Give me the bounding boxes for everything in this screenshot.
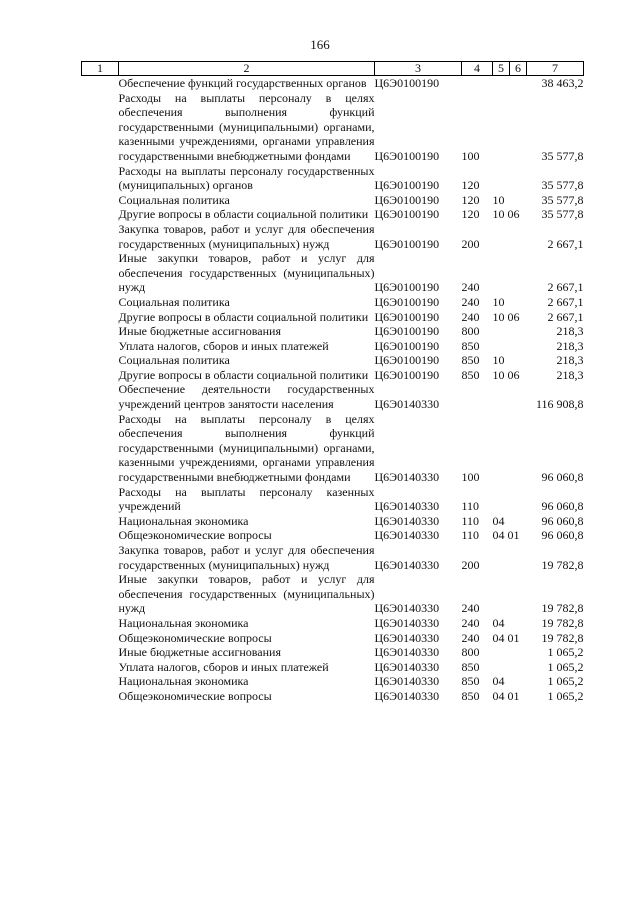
row-code: Ц6Э0140330	[374, 470, 440, 485]
table-row	[82, 368, 584, 383]
row-expense-type: 200	[461, 236, 480, 251]
table-row	[82, 91, 584, 164]
row-section-subsection	[493, 572, 527, 616]
row-name: Общеэкономические вопросы	[118, 688, 272, 703]
row-expense-type	[462, 382, 493, 411]
row-code: Ц6Э0100190	[374, 353, 440, 368]
row-empty-cell	[82, 164, 119, 193]
row-amount: 2 667,1	[547, 236, 584, 251]
row-expense-type: 100	[461, 470, 480, 485]
table-row	[82, 660, 584, 675]
row-name: Социальная политика	[118, 353, 230, 368]
table-row	[82, 164, 584, 193]
row-empty-cell	[82, 616, 119, 631]
row-expense-type: 240	[461, 601, 480, 616]
row-name: Расходы на выплаты персоналу казенных учреждений	[118, 484, 375, 514]
page-number: 166	[310, 37, 330, 52]
table-row	[82, 412, 584, 485]
row-code: Ц6Э0100190	[374, 309, 440, 324]
row-name: Расходы на выплаты персоналу в целях обеспечения выполнения функций государственными (муниципальными) органами, казенными учреждениями, органами управления государственными внебюджетными фондами	[118, 411, 375, 485]
row-empty-cell	[82, 353, 119, 368]
row-name: Уплата налогов, сборов и иных платежей	[118, 338, 329, 353]
row-empty-cell	[82, 324, 119, 339]
row-empty-cell	[82, 222, 119, 251]
row-amount: 19 782,8	[541, 630, 584, 645]
table-row	[82, 543, 584, 572]
column-number-1: 1	[82, 62, 119, 76]
column-number-4: 4	[462, 62, 493, 76]
row-code: Ц6Э0140330	[374, 528, 440, 543]
row-amount: 96 060,8	[541, 528, 584, 543]
row-name: Иные закупки товаров, работ и услуг для обеспечения государственных (муниципальных) нужд	[118, 251, 375, 295]
row-expense-type: 800	[461, 324, 480, 339]
row-section-subsection: 10 06	[492, 207, 520, 222]
row-section-subsection: 10	[492, 353, 505, 368]
row-amount: 1 065,2	[547, 659, 584, 674]
table-row	[82, 207, 584, 222]
row-empty-cell	[82, 412, 119, 485]
row-expense-type: 850	[461, 338, 480, 353]
table-row	[82, 295, 584, 310]
row-code: Ц6Э0100190	[374, 324, 440, 339]
table-row	[82, 645, 584, 660]
row-code: Ц6Э0140330	[374, 397, 440, 412]
row-expense-type	[462, 76, 493, 91]
row-amount: 116 908,8	[535, 397, 584, 412]
row-amount: 1 065,2	[547, 688, 584, 703]
budget-table	[81, 61, 584, 704]
table-row	[82, 616, 584, 631]
row-amount: 35 577,8	[541, 192, 584, 207]
row-expense-type: 850	[461, 353, 480, 368]
row-amount: 19 782,8	[541, 615, 584, 630]
column-number-header-row	[82, 62, 584, 76]
row-section-subsection	[493, 76, 527, 91]
row-name: Общеэкономические вопросы	[118, 630, 272, 645]
row-section-subsection	[493, 324, 527, 339]
row-code: Ц6Э0140330	[374, 601, 440, 616]
row-empty-cell	[82, 660, 119, 675]
row-code: Ц6Э0100190	[374, 148, 440, 163]
row-expense-type: 240	[461, 615, 480, 630]
table-row	[82, 528, 584, 543]
row-empty-cell	[82, 645, 119, 660]
column-number-3: 3	[375, 62, 462, 76]
column-number-6: 6	[510, 62, 527, 76]
row-empty-cell	[82, 207, 119, 222]
table-row	[82, 689, 584, 704]
row-code: Ц6Э0140330	[374, 630, 440, 645]
row-empty-cell	[82, 295, 119, 310]
row-amount: 2 667,1	[547, 294, 584, 309]
row-empty-cell	[82, 528, 119, 543]
row-expense-type: 850	[461, 659, 480, 674]
row-empty-cell	[82, 514, 119, 529]
table-row	[82, 572, 584, 616]
row-section-subsection	[493, 382, 527, 411]
row-code: Ц6Э0100190	[374, 76, 440, 90]
table-row	[82, 310, 584, 325]
row-empty-cell	[82, 339, 119, 354]
table-row	[82, 76, 584, 91]
row-amount: 35 577,8	[541, 148, 584, 163]
row-name: Социальная политика	[118, 192, 230, 207]
row-section-subsection	[493, 91, 527, 164]
table-row	[82, 324, 584, 339]
row-code: Ц6Э0100190	[374, 294, 440, 309]
row-code: Ц6Э0140330	[374, 674, 440, 689]
row-name: Обеспечение функций государственных органов	[118, 76, 367, 90]
table-row	[82, 382, 584, 411]
row-name: Социальная политика	[118, 294, 230, 309]
row-section-subsection: 04 01	[492, 630, 520, 645]
table-row	[82, 251, 584, 295]
table-row	[82, 353, 584, 368]
row-expense-type: 100	[461, 148, 480, 163]
row-amount: 218,3	[556, 338, 584, 353]
row-section-subsection	[493, 412, 527, 485]
column-number-7: 7	[527, 62, 584, 76]
row-empty-cell	[82, 382, 119, 411]
row-code: Ц6Э0100190	[374, 178, 440, 193]
row-name: Закупка товаров, работ и услуг для обеспечения государственных (муниципальных) нужд	[118, 543, 375, 572]
table-row	[82, 674, 584, 689]
row-expense-type: 850	[461, 367, 480, 382]
row-empty-cell	[82, 193, 119, 208]
row-expense-type: 240	[461, 309, 480, 324]
row-amount: 19 782,8	[541, 601, 584, 616]
row-code: Ц6Э0140330	[374, 499, 440, 514]
row-empty-cell	[82, 631, 119, 646]
row-name: Национальная экономика	[118, 513, 249, 528]
row-amount: 38 463,2	[541, 76, 584, 90]
row-empty-cell	[82, 76, 119, 91]
row-expense-type: 120	[461, 178, 480, 193]
row-name: Другие вопросы в области социальной политики	[118, 207, 369, 222]
row-expense-type: 240	[461, 280, 480, 295]
row-code: Ц6Э0140330	[374, 645, 440, 660]
row-code: Ц6Э0100190	[374, 207, 440, 222]
row-section-subsection: 04 01	[492, 688, 520, 703]
row-section-subsection: 04 01	[492, 528, 520, 543]
row-amount: 35 577,8	[541, 207, 584, 222]
row-section-subsection	[493, 543, 527, 572]
row-section-subsection	[493, 251, 527, 295]
row-expense-type: 110	[461, 513, 480, 528]
row-amount: 2 667,1	[547, 309, 584, 324]
row-amount: 1 065,2	[547, 674, 584, 689]
row-amount: 96 060,8	[541, 499, 584, 514]
table-row	[82, 222, 584, 251]
row-code: Ц6Э0140330	[374, 615, 440, 630]
row-empty-cell	[82, 572, 119, 616]
table-row	[82, 193, 584, 208]
row-code: Ц6Э0140330	[374, 659, 440, 674]
row-name: Расходы на выплаты персоналу государственных (муниципальных) органов	[118, 163, 375, 193]
row-name: Расходы на выплаты персоналу в целях обеспечения выполнения функций государственными (муниципальными) органами, казенными учреждениями, органами управления государственными внебюджетными фондами	[118, 90, 375, 163]
row-empty-cell	[82, 310, 119, 325]
column-number-2: 2	[119, 62, 375, 76]
row-empty-cell	[82, 251, 119, 295]
row-section-subsection	[493, 164, 527, 193]
row-expense-type: 120	[461, 192, 480, 207]
table-body	[82, 62, 584, 704]
column-number-5: 5	[493, 62, 510, 76]
row-section-subsection	[493, 222, 527, 251]
row-name: Общеэкономические вопросы	[118, 528, 272, 543]
row-amount: 19 782,8	[541, 557, 584, 572]
row-expense-type: 200	[461, 557, 480, 572]
row-section-subsection: 10 06	[492, 309, 520, 324]
row-amount: 218,3	[556, 324, 584, 339]
row-empty-cell	[82, 368, 119, 383]
row-code: Ц6Э0100190	[374, 280, 440, 295]
row-name: Уплата налогов, сборов и иных платежей	[118, 659, 329, 674]
row-section-subsection	[493, 485, 527, 514]
row-code: Ц6Э0140330	[374, 688, 440, 703]
row-section-subsection: 04	[492, 615, 505, 630]
row-code: Ц6Э0140330	[374, 557, 440, 572]
table-row	[82, 339, 584, 354]
row-expense-type: 800	[461, 645, 480, 660]
row-section-subsection: 04	[492, 674, 505, 689]
row-amount: 35 577,8	[541, 178, 584, 193]
row-name: Иные закупки товаров, работ и услуг для обеспечения государственных (муниципальных) нужд	[118, 572, 375, 616]
row-empty-cell	[82, 674, 119, 689]
row-code: Ц6Э0100190	[374, 192, 440, 207]
row-expense-type: 110	[461, 499, 480, 514]
table-row	[82, 514, 584, 529]
row-code: Ц6Э0100190	[374, 236, 440, 251]
row-section-subsection	[493, 660, 527, 675]
row-name: Другие вопросы в области социальной политики	[118, 367, 369, 382]
row-amount: 1 065,2	[547, 645, 584, 660]
table-row	[82, 485, 584, 514]
row-code: Ц6Э0100190	[374, 367, 440, 382]
row-amount: 218,3	[556, 353, 584, 368]
row-name: Обеспечение деятельности государственных учреждений центров занятости населения	[118, 382, 375, 412]
row-code: Ц6Э0100190	[374, 338, 440, 353]
row-section-subsection: 10 06	[492, 367, 520, 382]
table-row	[82, 631, 584, 646]
row-name: Другие вопросы в области социальной политики	[118, 309, 369, 324]
row-section-subsection	[493, 645, 527, 660]
row-expense-type: 240	[461, 630, 480, 645]
row-expense-type: 850	[461, 674, 480, 689]
row-name: Иные бюджетные ассигнования	[118, 324, 281, 339]
row-expense-type: 110	[461, 528, 480, 543]
row-empty-cell	[82, 689, 119, 704]
row-section-subsection: 10	[492, 294, 505, 309]
row-expense-type: 850	[461, 688, 480, 703]
row-code: Ц6Э0140330	[374, 513, 440, 528]
row-name: Национальная экономика	[118, 674, 249, 689]
row-amount: 96 060,8	[541, 513, 584, 528]
row-name: Закупка товаров, работ и услуг для обеспечения государственных (муниципальных) нужд	[118, 221, 375, 251]
row-empty-cell	[82, 91, 119, 164]
row-name: Иные бюджетные ассигнования	[118, 645, 281, 660]
row-section-subsection: 10	[492, 192, 505, 207]
row-name: Национальная экономика	[118, 615, 249, 630]
row-empty-cell	[82, 543, 119, 572]
row-amount: 2 667,1	[547, 280, 584, 295]
row-section-subsection	[493, 339, 527, 354]
row-amount: 218,3	[556, 367, 584, 382]
row-expense-type: 120	[461, 207, 480, 222]
row-empty-cell	[82, 485, 119, 514]
row-amount: 96 060,8	[541, 470, 584, 485]
row-section-subsection: 04	[492, 513, 505, 528]
row-expense-type: 240	[461, 294, 480, 309]
